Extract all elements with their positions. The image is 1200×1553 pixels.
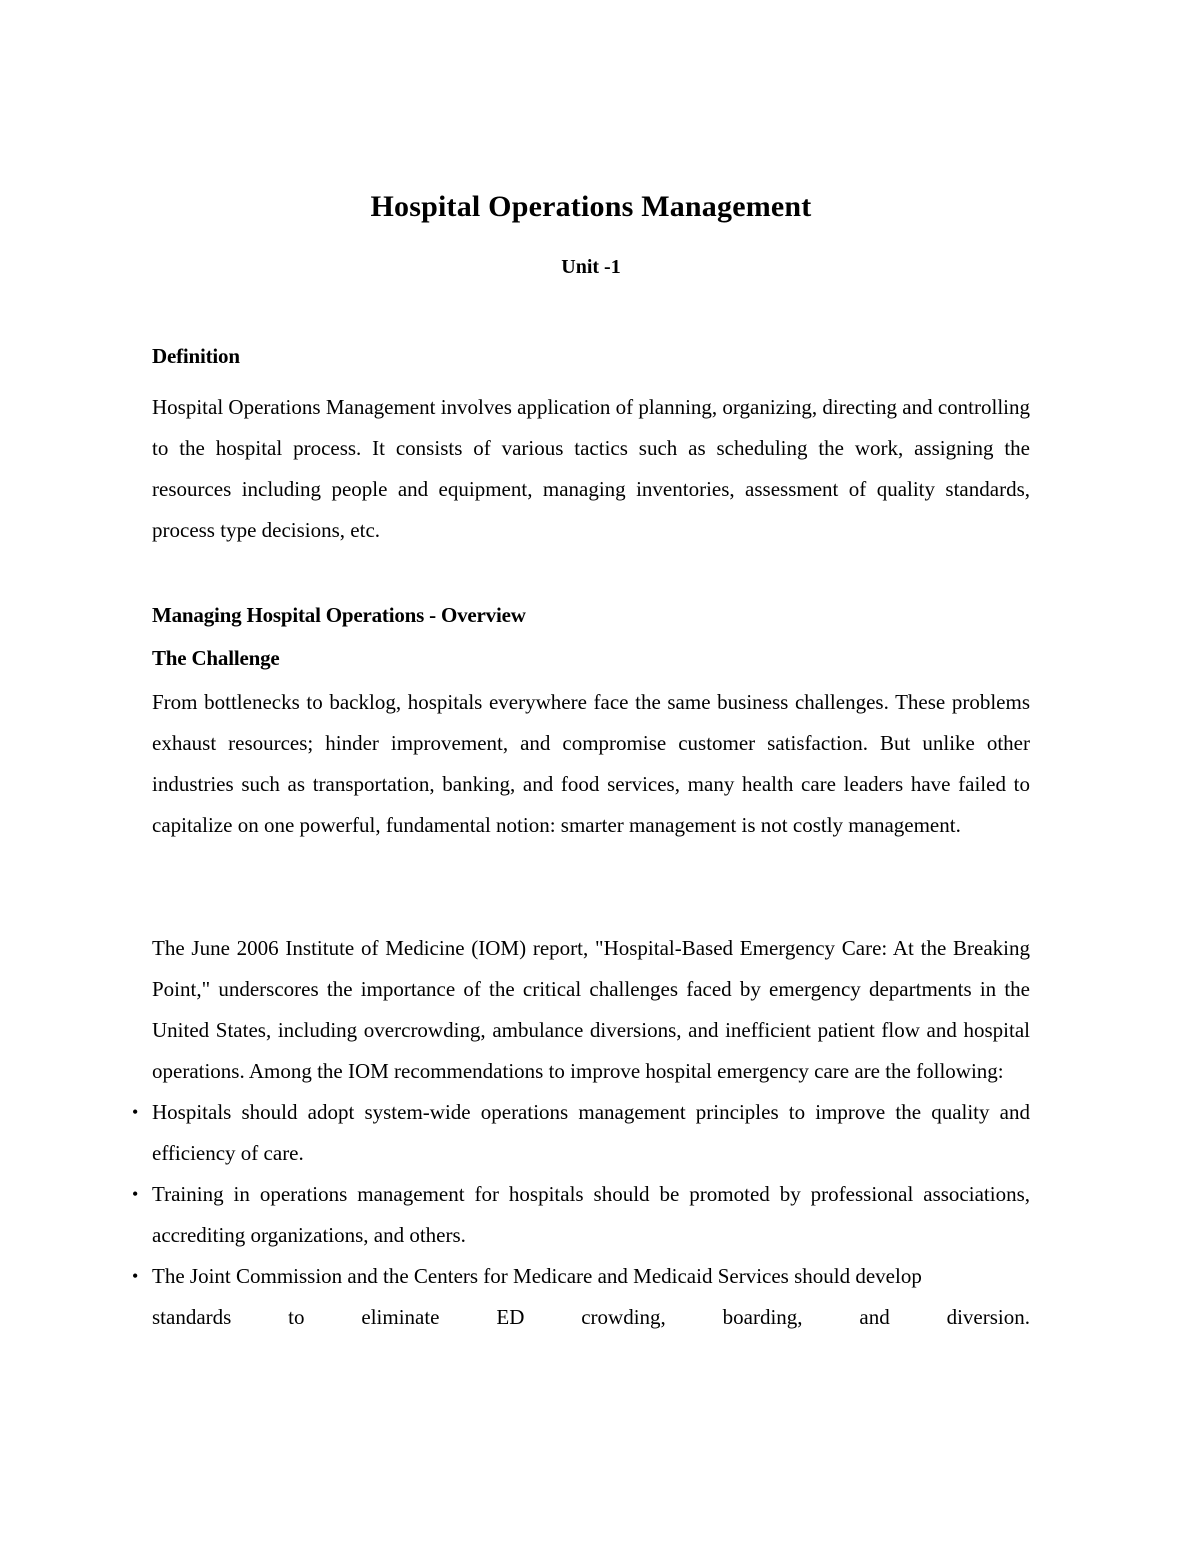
page-title: Hospital Operations Management (370, 190, 812, 223)
heading-managing-hospital-operations-overview: Managing Hospital Operations - Overview (152, 603, 526, 627)
list-item-text-line-1: The Joint Commission and the Centers for Medicare and Medicaid Services should develop (152, 1264, 922, 1288)
paragraph-the-challenge: From bottlenecks to backlog, hospitals everywhere face the same business challenges. These problems exhaust resources; hinder improvement, and compromise customer satisfaction. But unlike other industries such as transportation, banking, and food services, many health care leaders have failed to capitalize on one powerful, fundamental notion: smarter management is not costly management. (152, 690, 1030, 837)
paragraph-iom-report: The June 2006 Institute of Medicine (IOM) report, "Hospital-Based Emergency Care: At the Breaking Point," underscores the importance of the critical challenges faced by emergency departments in the United States, including overcrowding, ambulance diversions, and inefficient patient flow and hospital operations. Among the IOM recommendations to improve hospital emergency care are the following: (152, 936, 1030, 1083)
heading-the-challenge: The Challenge (152, 646, 280, 670)
paragraph-definition: Hospital Operations Management involves application of planning, organizing, directing and controlling to the hospital process. It consists of various tactics such as scheduling the work, assigning the resources including people and equipment, managing inventories, assessment of quality standards, process type decisions, etc. (152, 395, 1030, 542)
page-content (132, 0, 1030, 1379)
list-item (132, 1256, 1030, 1379)
iom-recommendations-list (132, 1092, 1030, 1379)
bullet-point-icon: • (132, 1102, 139, 1122)
page-subtitle: Unit -1 (561, 256, 621, 278)
list-item-text: Hospitals should adopt system-wide operations management principles to improve the quality and efficiency of care. (152, 1100, 1030, 1165)
list-item (132, 1174, 1030, 1256)
list-item-text-line-2: standards to eliminate ED crowding, boarding, and diversion. (152, 1305, 1030, 1329)
list-item (132, 1092, 1030, 1174)
heading-definition: Definition (152, 344, 240, 368)
bullet-point-icon: • (132, 1266, 139, 1286)
bullet-point-icon: • (132, 1184, 139, 1204)
list-item-text: Training in operations management for hospitals should be promoted by professional associations, accrediting organizations, and others. (152, 1182, 1030, 1247)
